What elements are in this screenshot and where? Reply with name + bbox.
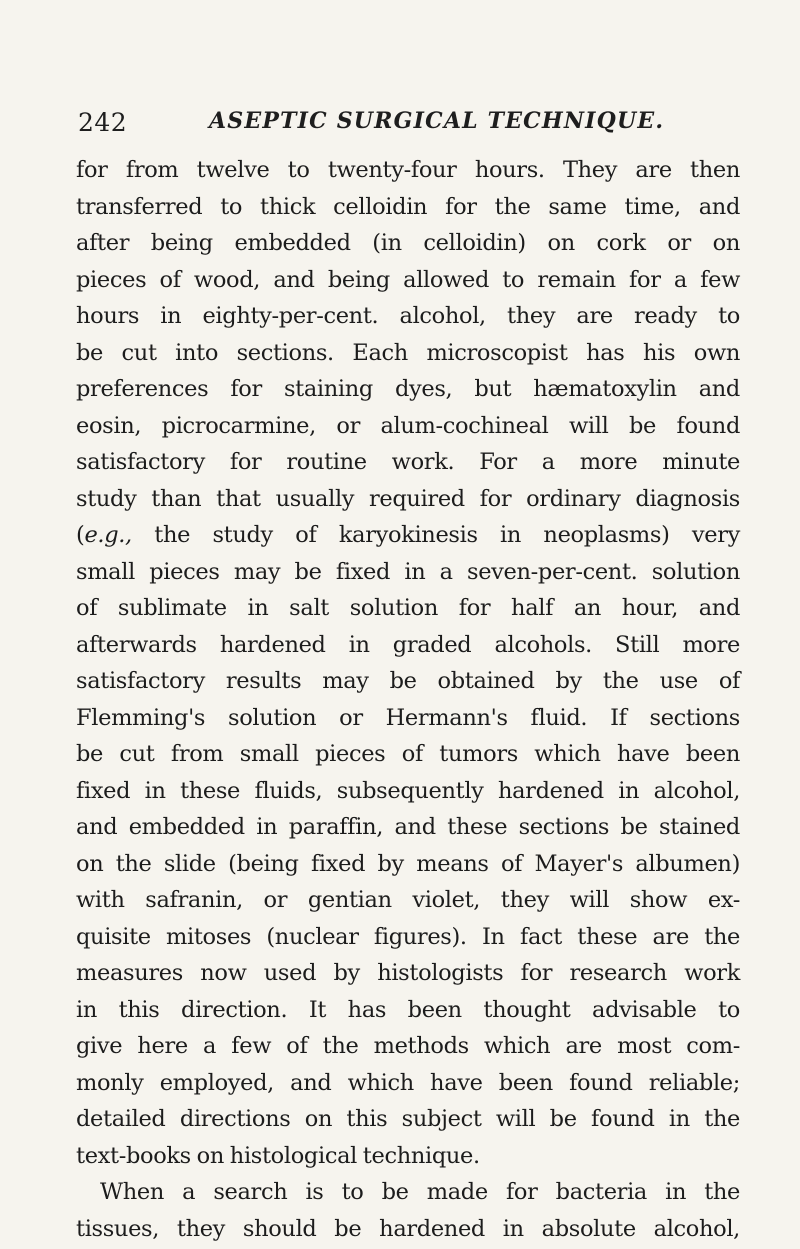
page-header: [76, 100, 736, 144]
text-line: of sublimate in salt solution for half an hour, and: [76, 595, 740, 621]
text-line: be cut into sections. Each microscopist has his own: [76, 339, 740, 366]
text-line: be cut from small pieces of tumors which have been: [76, 741, 740, 767]
text-line: with safranin, or gentian violet, they will show ex-: [76, 887, 740, 913]
text-line: eosin, picrocarmine, or alum-cochineal will be found: [76, 412, 740, 439]
text-line: on the slide (being fixed by means of Mayer's albumen): [76, 850, 740, 877]
text-line: transferred to thick celloidin for the same time, and: [76, 193, 740, 220]
text-line: Flemming's solution or Hermann's fluid. If sections: [76, 704, 740, 731]
text-line: satisfactory for routine work. For a more minute: [76, 449, 740, 475]
text-line: for from twelve to twenty-four hours. They are then: [76, 157, 740, 183]
text-line: satisfactory results may be obtained by the use of: [76, 668, 740, 694]
text-line: quisite mitoses (nuclear figures). In fact these are the: [76, 923, 740, 950]
text-line: text-books on histological technique.: [76, 1142, 480, 1169]
text-line: in this direction. It has been thought advisable to: [76, 996, 740, 1023]
text-line: monly employed, and which have been found reliable;: [76, 1069, 740, 1096]
text-line: after being embedded (in celloidin) on cork or on: [76, 230, 740, 256]
text-line: (e.g., the study of karyokinesis in neoplasms) very: [76, 522, 740, 548]
text-line: measures now used by histologists for research work: [76, 960, 740, 986]
text-line: pieces of wood, and being allowed to remain for a few: [76, 266, 740, 293]
running-title: ASEPTIC SURGICAL TECHNIQUE.: [209, 108, 665, 134]
text-line: afterwards hardened in graded alcohols. Still more: [76, 631, 740, 658]
page-number: 242: [78, 108, 128, 137]
text-line: give here a few of the methods which are most com-: [76, 1033, 740, 1059]
text-line: detailed directions on this subject will be found in the: [76, 1106, 740, 1132]
text-line: When a search is to be made for bacteria in the: [100, 1179, 740, 1205]
text-line: hours in eighty-per-cent. alcohol, they are ready to: [76, 303, 740, 329]
text-line: preferences for staining dyes, but hæmatoxylin and: [76, 376, 740, 402]
body-text: [76, 152, 740, 1247]
text-line: and embedded in paraffin, and these sections be stained: [76, 814, 740, 840]
text-line: small pieces may be fixed in a seven-per-cent. solution: [76, 558, 740, 585]
text-line: study than that usually required for ordinary diagnosis: [76, 485, 740, 512]
text-line: fixed in these fluids, subsequently hardened in alcohol,: [76, 777, 740, 804]
text-line: tissues, they should be hardened in absolute alcohol,: [76, 1215, 740, 1242]
